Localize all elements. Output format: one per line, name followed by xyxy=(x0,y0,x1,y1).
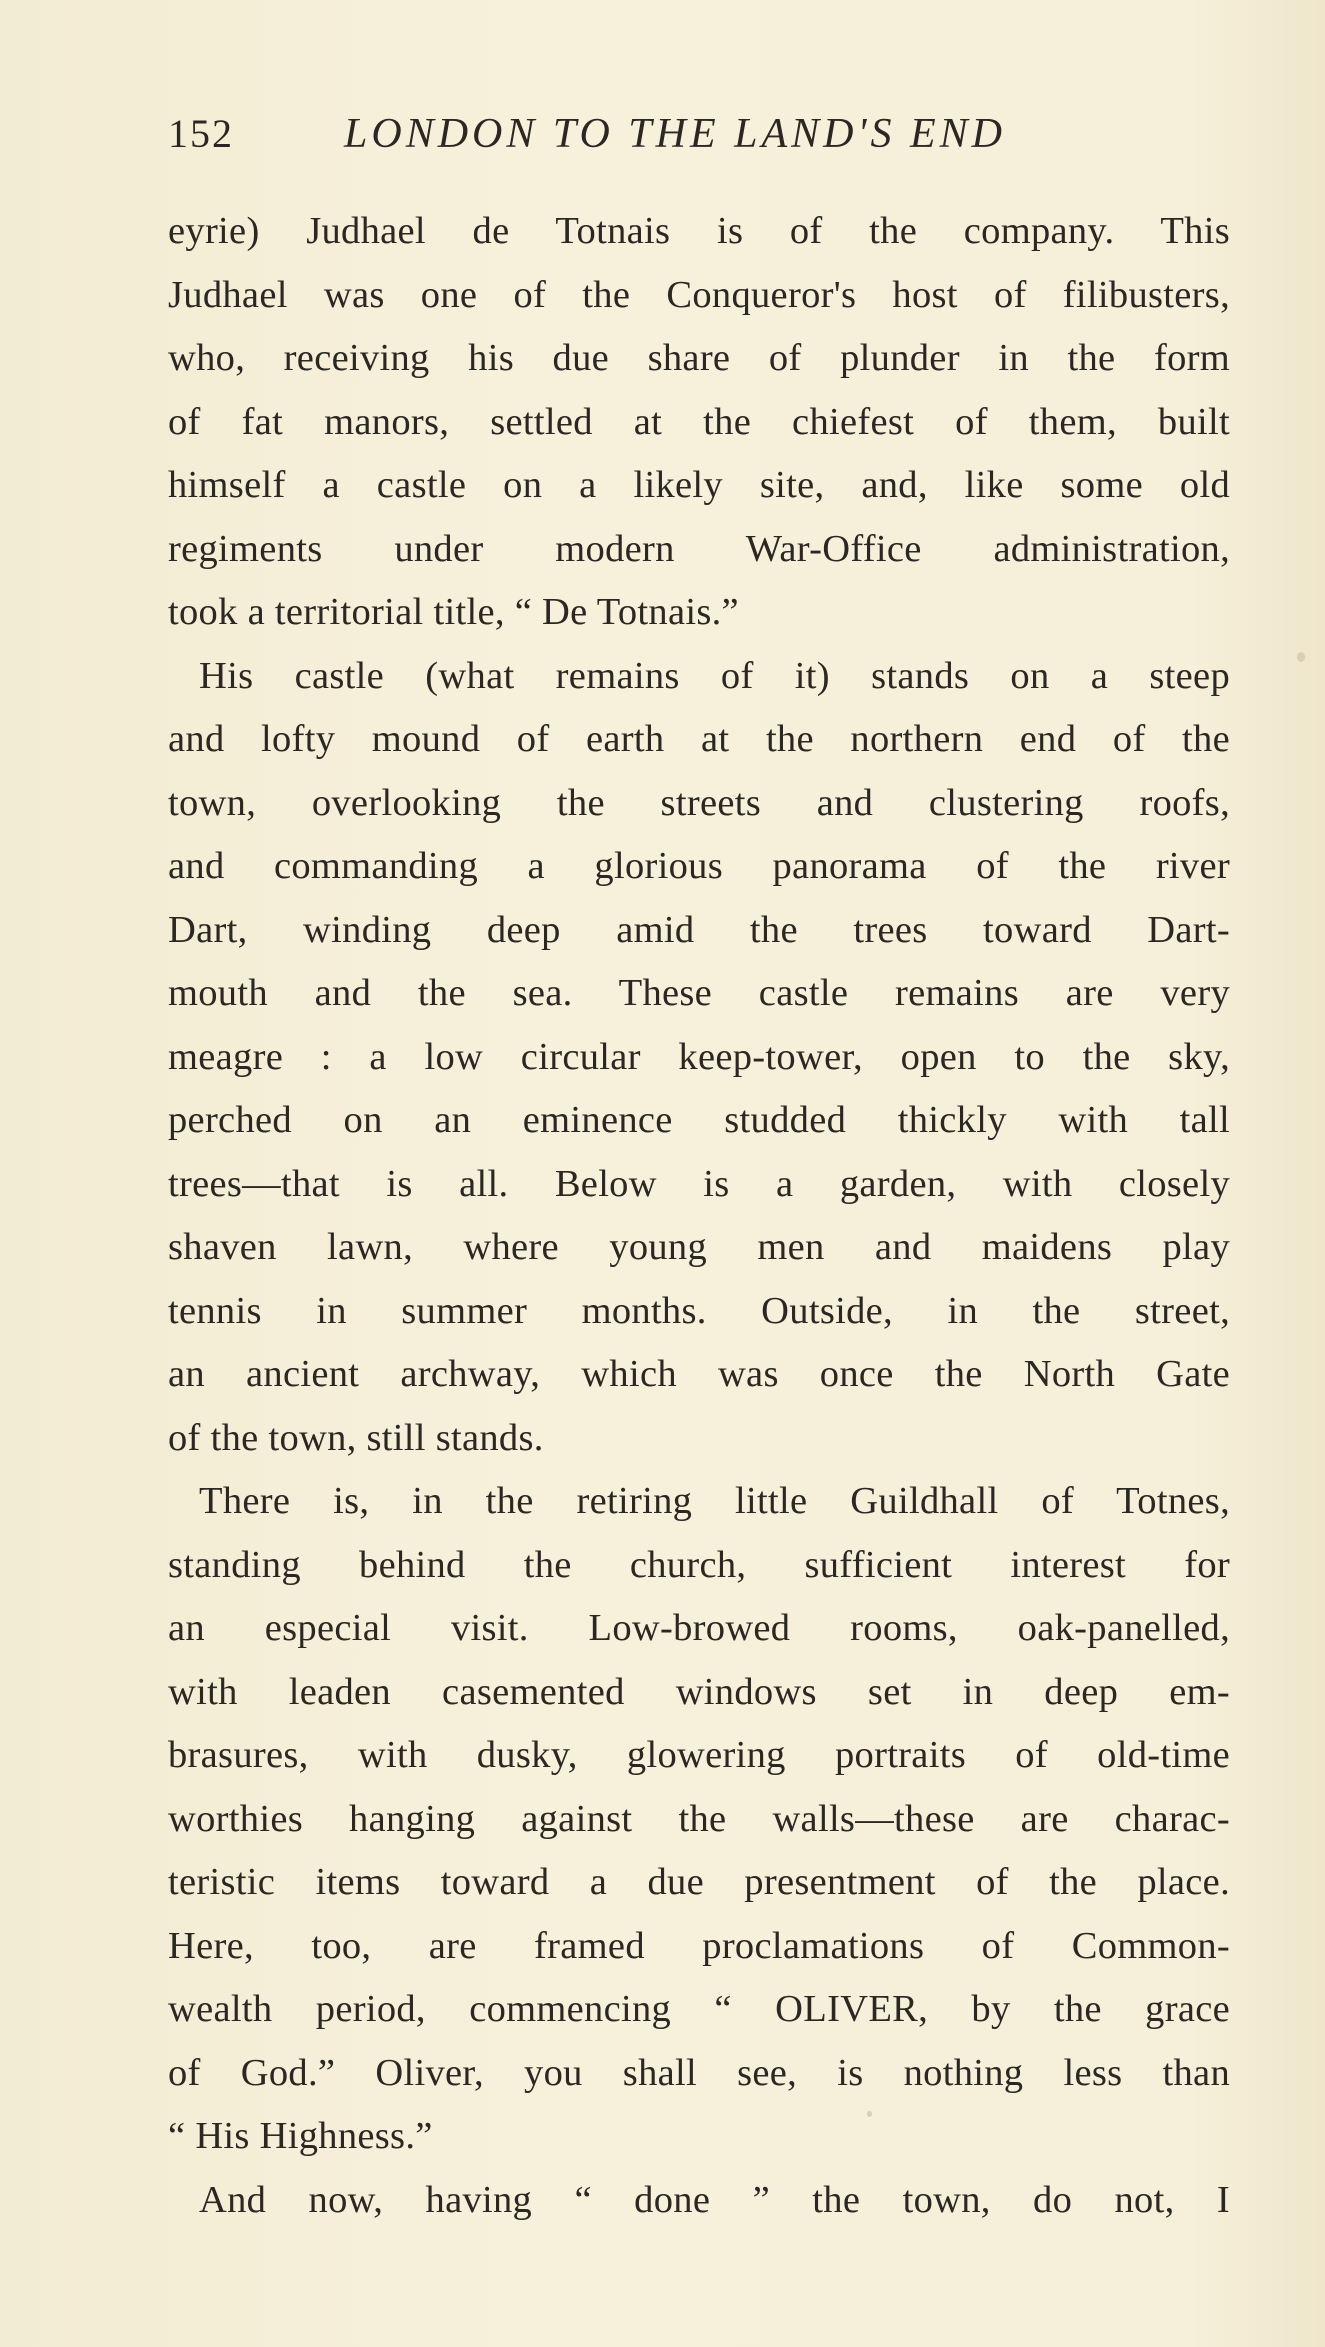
text-line: brasures, with dusky, glowering portraits of old-time xyxy=(168,1734,1230,1776)
text-line: town, overlooking the streets and clustering roofs, xyxy=(168,781,1230,824)
text-line: wealth period, commencing “ OLIVER, by the grace xyxy=(168,1988,1230,2030)
text-line: mouth and the sea. These castle remains are very xyxy=(168,972,1230,1014)
text-line: himself a castle on a likely site, and, like some old xyxy=(168,464,1230,506)
text-line: with leaden casemented windows set in deep em- xyxy=(168,1670,1230,1713)
text-line: regiments under modern War-Office administration, xyxy=(168,527,1230,570)
text-line: Judhael was one of the Conqueror's host of filibusters, xyxy=(168,273,1230,316)
text-line: eyrie) Judhael de Totnais is of the company. This xyxy=(168,210,1230,252)
paper-speck xyxy=(867,2111,872,2117)
text-line: worthies hanging against the walls—these are charac- xyxy=(168,1797,1230,1840)
text-line: took a territorial title, “ De Totnais.” xyxy=(168,591,739,633)
text-line: and lofty mound of earth at the northern end of the xyxy=(168,718,1230,760)
text-line: shaven lawn, where young men and maidens play xyxy=(168,1226,1230,1268)
text-line: tennis in summer months. Outside, in the street, xyxy=(168,1289,1230,1332)
page-header xyxy=(168,110,1068,170)
text-line: of fat manors, settled at the chiefest of them, built xyxy=(168,400,1230,443)
text-line: perched on an eminence studded thickly with tall xyxy=(168,1099,1230,1141)
running-title: LONDON TO THE LAND'S END xyxy=(344,111,1006,157)
text-line: teristic items toward a due presentment of the place. xyxy=(168,1861,1230,1903)
paragraph-start-line: There is, in the retiring little Guildhall of Totnes, xyxy=(199,1480,1230,1522)
text-line: Here, too, are framed proclamations of Common- xyxy=(168,1924,1230,1967)
text-line: an especial visit. Low-browed rooms, oak-panelled, xyxy=(168,1607,1230,1649)
page-number: 152 xyxy=(168,111,234,156)
text-line: trees—that is all. Below is a garden, with closely xyxy=(168,1162,1230,1205)
text-line: of God.” Oliver, you shall see, is nothing less than xyxy=(168,2051,1230,2094)
text-line: Dart, winding deep amid the trees toward Dart- xyxy=(168,908,1230,951)
text-line: who, receiving his due share of plunder in the form xyxy=(168,337,1230,379)
text-line: standing behind the church, sufficient interest for xyxy=(168,1543,1230,1586)
text-line: “ His Highness.” xyxy=(168,2115,433,2157)
text-line: meagre : a low circular keep-tower, open to the sky, xyxy=(168,1035,1230,1078)
text-line: and commanding a glorious panorama of the river xyxy=(168,845,1230,887)
paper-speck xyxy=(1297,652,1305,662)
paragraph-start-line: His castle (what remains of it) stands on a steep xyxy=(199,654,1230,697)
text-line: an ancient archway, which was once the North Gate xyxy=(168,1353,1230,1395)
body-text xyxy=(168,200,1230,2232)
paragraph-start-line: And now, having “ done ” the town, do not, I xyxy=(199,2178,1230,2221)
text-line: of the town, still stands. xyxy=(168,1416,544,1459)
